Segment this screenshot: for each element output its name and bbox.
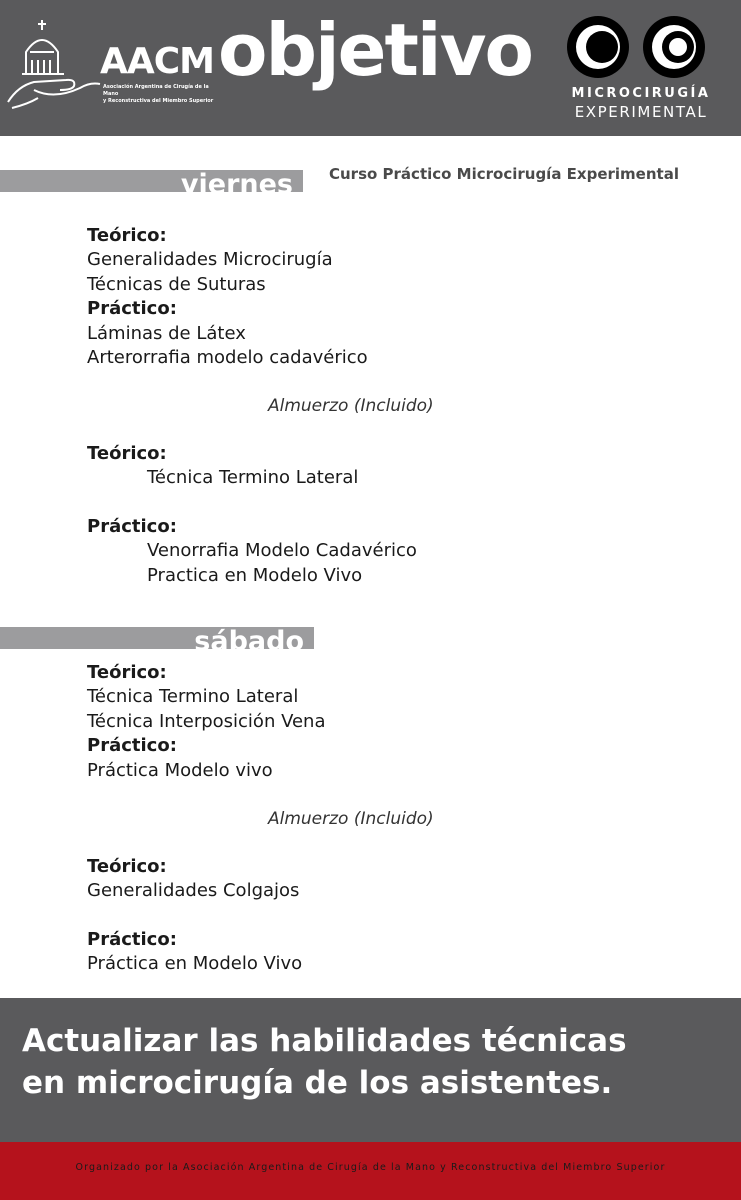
schedule-block (87, 515, 417, 588)
microcirugia-logo-icon (566, 12, 710, 82)
list-item: Práctica en Modelo Vivo (87, 953, 303, 975)
lunch-note: Almuerzo (Incluido) (268, 809, 434, 829)
day-label: sábado (194, 627, 304, 649)
list-item: Arterorrafia modelo cadavérico (87, 347, 368, 369)
schedule-block (87, 928, 302, 977)
schedule-block (87, 661, 326, 783)
footer-organizer: Organizado por la Asociación Argentina de Cirugía de la Mano y Reconstructiva del Miembro Superior (75, 1162, 666, 1173)
block-heading: Teórico: (87, 856, 167, 877)
list-item: Venorrafia Modelo Cadavérico (147, 540, 417, 562)
list-item: Técnica Termino Lateral (147, 467, 359, 489)
block-heading: Teórico: (87, 443, 167, 464)
page-title: objetivo (218, 8, 533, 92)
aacm-subtitle-line1: Asociación Argentina de Cirugía de la Mano (103, 84, 209, 97)
footer-bar (0, 1142, 741, 1200)
list-item: Láminas de Látex (87, 322, 246, 344)
day-label: viernes (180, 170, 293, 192)
block-heading: Práctico: (87, 298, 177, 320)
list-item: Practica en Modelo Vivo (147, 564, 363, 586)
course-title: Curso Práctico Microcirugía Experimental (329, 165, 679, 183)
schedule-block (87, 224, 368, 370)
list-item: Técnica Interposición Vena (87, 710, 326, 732)
lunch-note: Almuerzo (Incluido) (268, 396, 434, 416)
day-header-viernes (0, 170, 303, 192)
logo-line-experimental: EXPERIMENTAL (574, 103, 708, 121)
day-header-sabado (0, 627, 314, 649)
block-heading: Teórico: (87, 225, 167, 246)
aacm-logo-text: AACM (100, 41, 214, 82)
aacm-subtitle (103, 84, 221, 105)
list-item: Práctica Modelo vivo (87, 759, 273, 781)
goal-line1: Actualizar las habilidades técnicas (22, 1023, 627, 1059)
block-heading: Práctico: (87, 735, 177, 757)
list-item: Generalidades Microcirugía (87, 249, 333, 271)
goal-line2: en microcirugía de los asistentes. (22, 1065, 613, 1101)
hand-dome-emblem-icon (4, 16, 104, 116)
logo-line-microcirugia: MICROCIRUGÍA (571, 86, 711, 101)
goal-statement (22, 1020, 627, 1104)
list-item: Generalidades Colgajos (87, 880, 300, 902)
schedule-block (87, 855, 299, 904)
aacm-subtitle-line2: y Reconstructiva del Miembro Superior (103, 98, 214, 104)
list-item: Técnica Termino Lateral (87, 686, 299, 708)
block-heading: Práctico: (87, 516, 177, 537)
header-banner (0, 0, 741, 136)
list-item: Técnicas de Suturas (87, 273, 266, 295)
block-heading: Práctico: (87, 929, 177, 950)
schedule-block (87, 442, 358, 491)
goal-banner (0, 998, 741, 1142)
block-heading: Teórico: (87, 662, 167, 683)
